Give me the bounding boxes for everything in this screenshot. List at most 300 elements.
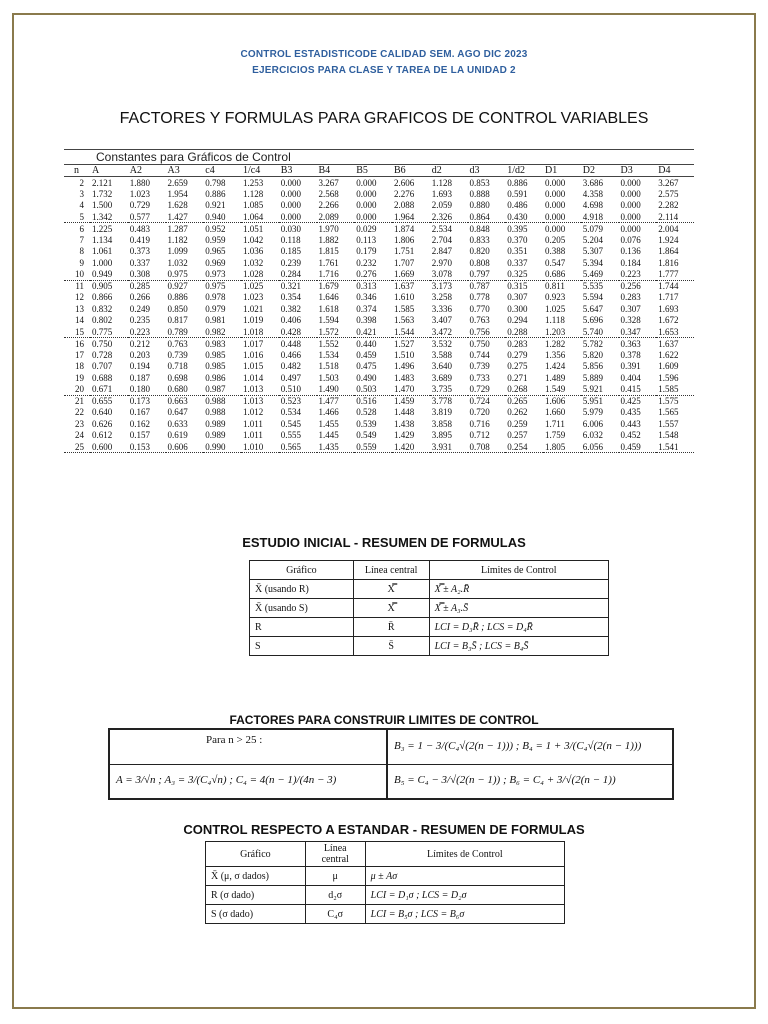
constants-col-header: D4 bbox=[656, 165, 694, 177]
constants-cell: 0.000 bbox=[620, 223, 641, 234]
constants-cell: 4.698 bbox=[582, 200, 603, 211]
constants-cell: 0.886 bbox=[507, 177, 528, 188]
constants-cell: 5.696 bbox=[582, 315, 603, 326]
constants-cell: 6.056 bbox=[581, 441, 619, 453]
constants-cell: 0.118 bbox=[280, 234, 301, 245]
constants-cell: 0.864 bbox=[468, 211, 506, 223]
constants-cell: 1.118 bbox=[545, 315, 565, 326]
constants-cell: 3.686 bbox=[582, 177, 603, 188]
constants-cell: 0.153 bbox=[128, 441, 166, 453]
constants-cell: 1.134 bbox=[92, 234, 113, 245]
constants-cell: 0.640 bbox=[92, 407, 113, 418]
estandar-body bbox=[206, 867, 565, 924]
constants-cell: 1.606 bbox=[545, 396, 566, 406]
constants-cell: 0.820 bbox=[469, 246, 490, 257]
constants-cell: 0.337 bbox=[507, 257, 528, 268]
constants-col-header: A3 bbox=[166, 165, 204, 177]
constants-cell: 0.987 bbox=[203, 384, 241, 396]
inicial-row bbox=[250, 637, 609, 656]
constants-cell: 0.404 bbox=[620, 372, 641, 383]
constants-cell: 0.626 bbox=[92, 418, 113, 429]
constants-cell: 1.637 bbox=[658, 338, 679, 349]
constants-cell: 1.761 bbox=[318, 257, 339, 268]
constants-cell: 1.011 bbox=[243, 430, 263, 441]
factores-formula-b3-b4: B₃ = 1 − 3/(C₄√(2(n − 1))) ; B₄ = 1 + 3/(C₄√(2(n − 1))) bbox=[394, 740, 642, 752]
constants-cell: 1.693 bbox=[658, 303, 679, 314]
constants-cell: 0.698 bbox=[167, 372, 188, 383]
constants-cell: 1.572 bbox=[317, 326, 355, 338]
constants-cell: 1.880 bbox=[129, 177, 150, 188]
constants-cell: 3.267 bbox=[658, 177, 679, 188]
constants-cell: 1.000 bbox=[92, 257, 113, 268]
constants-cell: 0.029 bbox=[356, 223, 377, 234]
constants-cell: 0.528 bbox=[356, 407, 377, 418]
constants-cell: 0.988 bbox=[205, 396, 226, 406]
constants-cell: 0.363 bbox=[620, 338, 641, 349]
constants-cell: 0.886 bbox=[167, 292, 188, 303]
constants-cell: 0.510 bbox=[279, 384, 317, 396]
constants-col-header: 1/d2 bbox=[505, 165, 543, 177]
constants-cell: 0.113 bbox=[356, 234, 377, 245]
constants-cell: 1.759 bbox=[545, 430, 566, 441]
constants-cell: 1.225 bbox=[92, 223, 113, 234]
constants-row-n: 19 bbox=[75, 372, 84, 383]
constants-cell: 0.205 bbox=[545, 234, 566, 245]
constants-cell: 0.000 bbox=[356, 188, 377, 199]
constants-cell: 1.575 bbox=[658, 396, 679, 406]
constants-cell: 0.307 bbox=[507, 292, 528, 303]
constants-cell: 0.549 bbox=[356, 430, 377, 441]
constants-cell: 5.921 bbox=[581, 384, 619, 396]
constants-cell: 2.847 bbox=[431, 246, 452, 257]
estandar-chart-cell: X̄ (μ, σ dados) bbox=[206, 867, 306, 886]
constants-cell: 0.294 bbox=[507, 315, 528, 326]
constants-cell: 0.750 bbox=[469, 338, 490, 349]
constants-cell: 0.619 bbox=[167, 430, 188, 441]
constants-cell: 3.588 bbox=[431, 349, 452, 360]
constants-cell: 0.555 bbox=[280, 430, 301, 441]
constants-cell: 1.970 bbox=[318, 223, 339, 234]
constants-cell: 5.594 bbox=[582, 292, 603, 303]
estandar-col-header: Límites de Control bbox=[365, 842, 564, 867]
constants-cell: 0.337 bbox=[129, 257, 150, 268]
constants-cell: 5.951 bbox=[582, 396, 603, 406]
constants-cell: 0.718 bbox=[167, 361, 188, 372]
constants-cell: 1.424 bbox=[545, 361, 566, 372]
constants-cell: 2.606 bbox=[394, 177, 415, 188]
constants-cell: 0.591 bbox=[507, 188, 528, 199]
constants-cell: 0.565 bbox=[279, 441, 317, 453]
constants-cell: 5.307 bbox=[582, 246, 603, 257]
constants-cell: 0.232 bbox=[356, 257, 377, 268]
constants-cell: 0.194 bbox=[129, 361, 150, 372]
constants-cell: 4.358 bbox=[582, 188, 603, 199]
constants-row-n: 14 bbox=[75, 315, 84, 326]
constants-row-n: 22 bbox=[75, 407, 84, 418]
constants-cell: 0.448 bbox=[280, 338, 301, 349]
constants-cell: 1.585 bbox=[394, 303, 415, 314]
constants-cell: 1.455 bbox=[318, 418, 339, 429]
constants-cell: 3.472 bbox=[430, 326, 468, 338]
constants-cell: 0.452 bbox=[620, 430, 641, 441]
constants-cell: 0.680 bbox=[166, 384, 204, 396]
constants-cell: 0.000 bbox=[619, 211, 657, 223]
constants-cell: 0.983 bbox=[205, 338, 226, 349]
estandar-header-row bbox=[206, 842, 565, 867]
constants-cell: 1.806 bbox=[394, 234, 415, 245]
constants-cell: 1.548 bbox=[658, 430, 679, 441]
inicial-center-cell: X̿ bbox=[353, 580, 429, 599]
constants-cell: 1.438 bbox=[394, 418, 415, 429]
constants-cell: 2.534 bbox=[431, 223, 452, 234]
constants-cell: 0.663 bbox=[167, 396, 188, 406]
constants-cell: 1.470 bbox=[392, 384, 430, 396]
constants-cell: 0.000 bbox=[545, 200, 566, 211]
constants-row bbox=[64, 292, 694, 304]
constants-cell: 0.173 bbox=[129, 396, 150, 406]
factores-para: Para n > 25 : bbox=[206, 734, 263, 746]
constants-cell: 3.267 bbox=[318, 177, 339, 188]
constants-cell: 1.032 bbox=[167, 257, 188, 268]
constants-cell: 0.179 bbox=[356, 246, 377, 257]
constants-cell: 0.346 bbox=[356, 292, 377, 303]
constants-cell: 1.025 bbox=[243, 281, 264, 291]
factores-title: FACTORES PARA CONSTRUIR LIMITES DE CONTROL bbox=[229, 713, 539, 727]
constants-cell: 1.013 bbox=[241, 384, 279, 396]
inicial-title: ESTUDIO INICIAL - RESUMEN DE FORMULAS bbox=[242, 535, 526, 550]
constants-cell: 0.307 bbox=[620, 303, 641, 314]
constants-row bbox=[64, 430, 694, 442]
constants-cell: 1.954 bbox=[167, 188, 188, 199]
inicial-limits-cell: X̿ ± A₃.S̄ bbox=[429, 599, 608, 618]
constants-cell: 0.321 bbox=[280, 281, 301, 291]
factores-formula-b5-b6: B₅ = C₄ − 3/√(2(n − 1)) ; B₆ = C₄ + 3/√(2(n − 1)) bbox=[394, 774, 616, 786]
constants-cell: 0.688 bbox=[92, 372, 113, 383]
constants-cell: 2.059 bbox=[431, 200, 452, 211]
estandar-col-header: Línea central bbox=[305, 842, 365, 867]
constants-cell: 0.136 bbox=[620, 246, 641, 257]
constants-cell: 1.016 bbox=[243, 349, 264, 360]
estandar-center-cell: d₂σ bbox=[305, 886, 365, 905]
constants-cell: 1.777 bbox=[656, 269, 694, 281]
constants-cell: 0.720 bbox=[469, 407, 490, 418]
constants-cell: 0.425 bbox=[620, 396, 641, 406]
constants-cell: 5.394 bbox=[582, 257, 603, 268]
constants-cell: 0.000 bbox=[279, 211, 317, 223]
constants-cell: 0.490 bbox=[356, 372, 377, 383]
constants-cell: 0.744 bbox=[469, 349, 490, 360]
constants-cell: 0.940 bbox=[203, 211, 241, 223]
constants-cell: 1.557 bbox=[658, 418, 679, 429]
constants-cell: 0.797 bbox=[468, 269, 506, 281]
constants-cell: 0.000 bbox=[280, 188, 301, 199]
constants-cell: 0.739 bbox=[167, 349, 188, 360]
constants-row-n: 23 bbox=[75, 418, 84, 429]
constants-cell: 1.622 bbox=[658, 349, 679, 360]
inicial-center-cell: X̿ bbox=[353, 599, 429, 618]
constants-cell: 1.013 bbox=[243, 396, 264, 406]
constants-cell: 0.421 bbox=[354, 326, 392, 338]
constants-row-n: 10 bbox=[64, 269, 90, 281]
constants-row bbox=[64, 384, 694, 396]
constants-cell: 1.018 bbox=[241, 326, 279, 338]
constants-row bbox=[64, 303, 694, 315]
constants-cell: 0.000 bbox=[280, 200, 301, 211]
constants-cell: 2.326 bbox=[430, 211, 468, 223]
constants-cell: 1.427 bbox=[166, 211, 204, 223]
constants-cell: 1.448 bbox=[394, 407, 415, 418]
constants-cell: 0.288 bbox=[505, 326, 543, 338]
constants-cell: 0.351 bbox=[507, 246, 528, 257]
constants-cell: 0.729 bbox=[129, 200, 150, 211]
inicial-chart-cell: X̄ (usando S) bbox=[250, 599, 354, 618]
constants-cell: 0.315 bbox=[507, 281, 528, 291]
constants-cell: 1.182 bbox=[167, 234, 188, 245]
constants-body bbox=[64, 177, 694, 453]
constants-row-n: 2 bbox=[79, 177, 84, 188]
inicial-limits-cell: LCI = D₃R̄ ; LCS = D₄R̄ bbox=[429, 618, 608, 637]
constants-cell: 0.724 bbox=[469, 396, 490, 406]
constants-cell: 1.711 bbox=[545, 418, 565, 429]
constants-cell: 4.918 bbox=[581, 211, 619, 223]
constants-cell: 1.510 bbox=[394, 349, 415, 360]
constants-cell: 0.990 bbox=[203, 441, 241, 453]
estandar-row bbox=[206, 886, 565, 905]
constants-row bbox=[64, 338, 694, 350]
constants-cell: 1.342 bbox=[90, 211, 128, 223]
constants-cell: 0.167 bbox=[129, 407, 150, 418]
constants-cell: 2.121 bbox=[92, 177, 113, 188]
header-line-2: EJERCICIOS PARA CLASE Y TAREA DE LA UNIDAD 2 bbox=[252, 65, 516, 76]
constants-row-n: 9 bbox=[79, 257, 84, 268]
inicial-row bbox=[250, 599, 609, 618]
constants-row bbox=[64, 395, 694, 407]
constants-col-header: A2 bbox=[128, 165, 166, 177]
constants-cell: 0.985 bbox=[205, 361, 226, 372]
constants-cell: 0.811 bbox=[545, 281, 565, 291]
constants-cell: 0.975 bbox=[205, 281, 226, 291]
constants-cell: 0.503 bbox=[354, 384, 392, 396]
constants-cell: 1.064 bbox=[241, 211, 279, 223]
constants-cell: 0.459 bbox=[356, 349, 377, 360]
constants-cell: 3.640 bbox=[431, 361, 452, 372]
constants-cell: 0.888 bbox=[469, 188, 490, 199]
constants-cell: 3.078 bbox=[430, 269, 468, 281]
constants-cell: 0.223 bbox=[128, 326, 166, 338]
constants-cell: 2.568 bbox=[318, 188, 339, 199]
constants-cell: 2.575 bbox=[658, 188, 679, 199]
constants-cell: 0.808 bbox=[469, 257, 490, 268]
constants-cell: 0.076 bbox=[620, 234, 641, 245]
constants-cell: 1.032 bbox=[243, 257, 264, 268]
constants-cell: 1.025 bbox=[545, 303, 566, 314]
constants-cell: 6.006 bbox=[582, 418, 603, 429]
constants-cell: 1.609 bbox=[658, 361, 679, 372]
constants-cell: 0.534 bbox=[280, 407, 301, 418]
constants-cell: 0.866 bbox=[92, 292, 113, 303]
constants-row bbox=[64, 372, 694, 384]
constants-cell: 5.889 bbox=[582, 372, 603, 383]
constants-cell: 1.085 bbox=[243, 200, 264, 211]
constants-cell: 1.503 bbox=[318, 372, 339, 383]
constants-cell: 1.732 bbox=[92, 188, 113, 199]
constants-cell: 2.089 bbox=[317, 211, 355, 223]
constants-cell: 0.633 bbox=[167, 418, 188, 429]
constants-cell: 0.985 bbox=[205, 349, 226, 360]
constants-row bbox=[64, 257, 694, 269]
constants-cell: 0.905 bbox=[92, 281, 113, 291]
constants-cell: 0.000 bbox=[620, 177, 641, 188]
constants-cell: 1.477 bbox=[318, 396, 339, 406]
constants-row-n: 17 bbox=[75, 349, 84, 360]
constants-cell: 0.459 bbox=[619, 441, 657, 453]
constants-cell: 1.435 bbox=[317, 441, 355, 453]
constants-cell: 0.000 bbox=[545, 177, 566, 188]
constants-cell: 2.088 bbox=[394, 200, 415, 211]
constants-cell: 0.443 bbox=[620, 418, 641, 429]
constants-cell: 1.203 bbox=[543, 326, 581, 338]
constants-cell: 0.545 bbox=[280, 418, 301, 429]
constants-cell: 1.964 bbox=[392, 211, 430, 223]
constants-cell: 0.000 bbox=[356, 200, 377, 211]
constants-cell: 1.815 bbox=[318, 246, 339, 257]
constants-col-header: D3 bbox=[619, 165, 657, 177]
constants-cell: 2.114 bbox=[656, 211, 694, 223]
constants-cell: 0.378 bbox=[620, 349, 641, 360]
constants-cell: 0.969 bbox=[205, 257, 226, 268]
estandar-col-header: Gráfico bbox=[206, 842, 306, 867]
constants-cell: 0.388 bbox=[545, 246, 566, 257]
constants-cell: 0.716 bbox=[469, 418, 490, 429]
constants-cell: 1.744 bbox=[658, 281, 679, 291]
constants-cell: 0.000 bbox=[543, 211, 581, 223]
constants-cell: 0.184 bbox=[620, 257, 641, 268]
constants-cell: 3.258 bbox=[431, 292, 452, 303]
constants-cell: 1.015 bbox=[243, 361, 264, 372]
constants-cell: 0.415 bbox=[619, 384, 657, 396]
constants-cell: 0.927 bbox=[167, 281, 188, 291]
constants-cell: 0.832 bbox=[92, 303, 113, 314]
constants-cell: 0.577 bbox=[128, 211, 166, 223]
constants-cell: 0.523 bbox=[280, 396, 301, 406]
constants-cell: 0.982 bbox=[203, 326, 241, 338]
constants-cell: 0.262 bbox=[507, 407, 528, 418]
constants-cell: 0.775 bbox=[90, 326, 128, 338]
inicial-body bbox=[250, 580, 609, 656]
constants-cell: 1.864 bbox=[658, 246, 679, 257]
constants-cell: 0.986 bbox=[205, 372, 226, 383]
constants-cell: 0.212 bbox=[129, 338, 150, 349]
constants-cell: 0.802 bbox=[92, 315, 113, 326]
constants-col-header: c4 bbox=[203, 165, 241, 177]
constants-cell: 1.672 bbox=[658, 315, 679, 326]
constants-cell: 0.756 bbox=[468, 326, 506, 338]
constants-cell: 1.527 bbox=[394, 338, 415, 349]
constants-cell: 0.989 bbox=[205, 430, 226, 441]
constants-cell: 0.483 bbox=[129, 223, 150, 234]
constants-cell: 0.647 bbox=[167, 407, 188, 418]
constants-cell: 0.406 bbox=[280, 315, 301, 326]
factores-formula-a: A = 3/√n ; A₃ = 3/(C₄√n) ; C₄ = 4(n − 1)/(4n − 3) bbox=[116, 774, 337, 786]
constants-cell: 0.284 bbox=[279, 269, 317, 281]
constants-cell: 0.187 bbox=[129, 372, 150, 383]
constants-row-n: 15 bbox=[64, 326, 90, 338]
constants-cell: 0.347 bbox=[619, 326, 657, 338]
constants-cell: 0.923 bbox=[545, 292, 566, 303]
constants-col-header: d2 bbox=[430, 165, 468, 177]
constants-col-header: D1 bbox=[543, 165, 581, 177]
constants-cell: 0.708 bbox=[468, 441, 506, 453]
constants-cell: 3.336 bbox=[431, 303, 452, 314]
constants-col-header: B4 bbox=[317, 165, 355, 177]
constants-cell: 0.497 bbox=[280, 372, 301, 383]
constants-cell: 1.445 bbox=[318, 430, 339, 441]
constants-cell: 5.647 bbox=[582, 303, 603, 314]
constants-row-n: 21 bbox=[75, 396, 84, 406]
constants-cell: 1.061 bbox=[92, 246, 113, 257]
constants-cell: 0.382 bbox=[280, 303, 301, 314]
constants-row bbox=[64, 315, 694, 327]
constants-cell: 3.532 bbox=[431, 338, 452, 349]
constants-cell: 3.173 bbox=[431, 281, 452, 291]
constants-row-n: 4 bbox=[79, 200, 84, 211]
constants-row-n: 11 bbox=[75, 281, 84, 291]
constants-cell: 1.099 bbox=[167, 246, 188, 257]
constants-row bbox=[64, 326, 694, 338]
constants-cell: 1.489 bbox=[545, 372, 566, 383]
constants-cell: 0.547 bbox=[545, 257, 566, 268]
inicial-col-header: Línea central bbox=[353, 561, 429, 580]
constants-cell: 1.646 bbox=[318, 292, 339, 303]
constants-cell: 0.739 bbox=[469, 361, 490, 372]
constants-cell: 1.128 bbox=[243, 188, 264, 199]
constants-cell: 2.276 bbox=[394, 188, 415, 199]
constants-cell: 0.848 bbox=[469, 223, 490, 234]
constants-cell: 5.079 bbox=[582, 223, 603, 234]
constants-cell: 1.534 bbox=[318, 349, 339, 360]
constants-cell: 0.833 bbox=[469, 234, 490, 245]
constants-cell: 2.704 bbox=[431, 234, 452, 245]
constants-cell: 5.535 bbox=[582, 281, 603, 291]
estandar-table bbox=[205, 841, 565, 924]
constants-cell: 1.253 bbox=[243, 177, 264, 188]
constants-cell: 0.000 bbox=[620, 200, 641, 211]
inicial-row bbox=[250, 580, 609, 599]
constants-col-header: A bbox=[90, 165, 128, 177]
constants-cell: 0.257 bbox=[507, 430, 528, 441]
constants-cell: 0.850 bbox=[167, 303, 188, 314]
constants-cell: 2.659 bbox=[167, 177, 188, 188]
constants-row-n: 5 bbox=[64, 211, 90, 223]
estandar-row bbox=[206, 905, 565, 924]
constants-cell: 0.328 bbox=[620, 315, 641, 326]
constants-cell: 1.707 bbox=[394, 257, 415, 268]
constants-row-n: 16 bbox=[75, 338, 84, 349]
constants-cell: 0.770 bbox=[469, 303, 490, 314]
constants-cell: 0.285 bbox=[129, 281, 150, 291]
estandar-center-cell: C₄σ bbox=[305, 905, 365, 924]
inicial-limits-cell: LCI = B₃S̄ ; LCS = B₄S̄ bbox=[429, 637, 608, 656]
constants-cell: 5.856 bbox=[582, 361, 603, 372]
constants-cell: 3.895 bbox=[431, 430, 452, 441]
estandar-chart-cell: R (σ dado) bbox=[206, 886, 306, 905]
constants-cell: 0.486 bbox=[507, 200, 528, 211]
constants-cell: 1.010 bbox=[241, 441, 279, 453]
constants-row-n: 18 bbox=[75, 361, 84, 372]
constants-cell: 0.612 bbox=[92, 430, 113, 441]
constants-cell: 5.204 bbox=[582, 234, 603, 245]
constants-caption: Constantes para Gráficos de Control bbox=[96, 150, 291, 164]
